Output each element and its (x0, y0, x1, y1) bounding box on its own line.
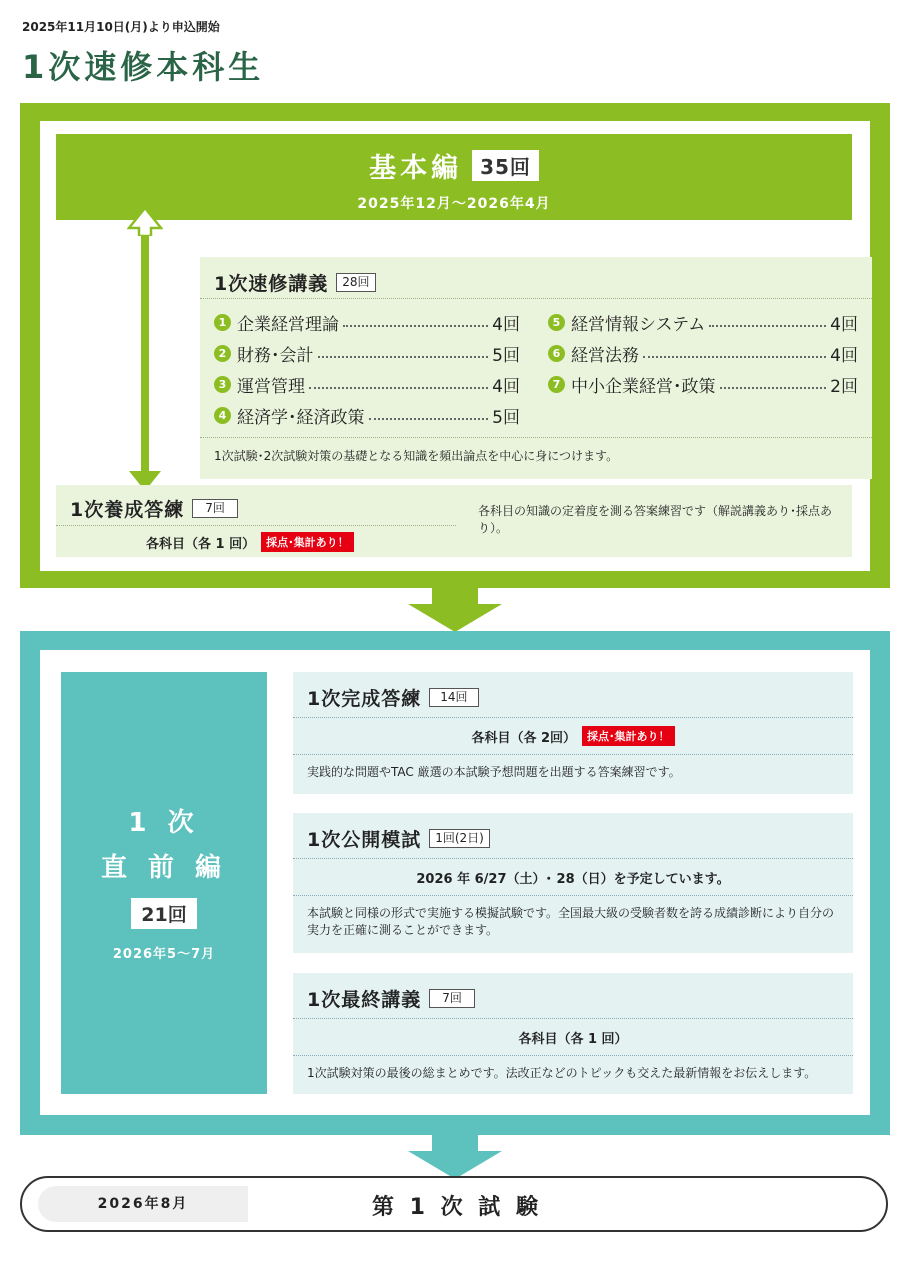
scoring-badge: 採点･集計あり！ (261, 532, 354, 552)
subject-item (548, 371, 858, 397)
down-arrow-icon (408, 1135, 502, 1179)
leader-dots (643, 348, 826, 358)
final-lecture-card (293, 973, 853, 1094)
direct-period: 2026年5～7月 (112, 947, 216, 962)
direct-section (20, 631, 890, 1135)
basic-title-row (56, 134, 852, 185)
drill-count: 7回 (192, 499, 238, 518)
card-header (293, 813, 853, 859)
leader-dots (318, 348, 489, 358)
subject-name: 運営管理 (237, 376, 305, 397)
speed-lecture-box (200, 257, 872, 479)
subject-name: 経営情報システム (571, 314, 706, 335)
card-mid-text: 各科目（各 1 回） (518, 1031, 628, 1047)
card-header (293, 672, 853, 718)
basic-title: 基本編 (369, 153, 463, 184)
exam-date: 2026年8月 (38, 1186, 248, 1222)
subject-item (214, 371, 520, 397)
training-drill-box (56, 485, 852, 557)
basic-section (20, 103, 890, 588)
subject-name: 中小企業経営･政策 (571, 376, 716, 397)
direct-title-2: 直 前 編 (100, 853, 228, 883)
speed-lecture-count: 28回 (336, 273, 375, 292)
mock-exam-card (293, 813, 853, 953)
drill-title: 1次養成答練 (70, 499, 185, 521)
subject-count: 2回 (830, 376, 858, 397)
number-4-icon: 4 (214, 407, 231, 424)
leader-dots (343, 317, 488, 327)
direct-title-1: 1 次 (128, 808, 200, 838)
card-title: 1次完成答練 (307, 688, 422, 710)
timeline-arrow-shaft (141, 235, 149, 473)
leader-dots (369, 410, 489, 420)
scoring-badge: 採点･集計あり！ (582, 726, 675, 746)
divider (56, 525, 456, 526)
subject-count: 4回 (492, 376, 520, 397)
leader-dots (309, 379, 488, 389)
subject-item (214, 309, 520, 335)
basic-count: 35回 (472, 150, 539, 181)
leader-dots (720, 379, 827, 389)
card-mid (293, 859, 853, 896)
card-description: 実践的な問題やTAC 厳選の本試験予想問題を出題する答案練習です。 (307, 765, 681, 779)
direct-inner (40, 650, 870, 1115)
drill-sub-row (146, 532, 354, 552)
subject-name: 経営法務 (571, 345, 639, 366)
drill-description: 各科目の知識の定着度を測る答案練習です（解説講義あり･採点あり）。 (478, 504, 833, 535)
header-date: 2025年11月10日(月)より申込開始 (22, 20, 220, 34)
number-5-icon: 5 (548, 314, 565, 331)
basic-period: 2025年12月～2026年4月 (357, 196, 551, 212)
speed-lecture-header (200, 257, 872, 299)
page-title: 1次速修本科生 (22, 48, 265, 86)
number-2-icon: 2 (214, 345, 231, 362)
subject-list (214, 309, 864, 434)
basic-inner (40, 121, 870, 571)
card-count: 14回 (429, 688, 478, 707)
direct-count: 21回 (131, 898, 196, 929)
subject-count: 5回 (492, 407, 520, 428)
first-exam-bar (20, 1176, 888, 1232)
number-6-icon: 6 (548, 345, 565, 362)
down-arrow-icon (408, 588, 502, 632)
card-mid-text: 各科目（各 2回） (471, 730, 577, 746)
card-mid-text: 2026 年 6/27（土）･ 28（日）を予定しています。 (416, 871, 730, 887)
subject-item (548, 309, 858, 335)
drill-header (70, 495, 238, 522)
card-description: 本試験と同様の形式で実施する模擬試験です。全国最大級の受験者数を誇る成績診断により自分の実力を正確に測ることができます。 (307, 906, 835, 937)
direct-side-panel (61, 672, 267, 1094)
subject-count: 5回 (492, 345, 520, 366)
subject-item (548, 340, 858, 366)
number-3-icon: 3 (214, 376, 231, 393)
subject-name: 経済学･経済政策 (237, 407, 365, 428)
subject-name: 財務･会計 (237, 345, 314, 366)
card-title: 1次公開模試 (307, 829, 422, 851)
speed-lecture-title: 1次速修講義 (214, 273, 329, 295)
complete-drill-card (293, 672, 853, 794)
card-mid (293, 1019, 853, 1056)
number-1-icon: 1 (214, 314, 231, 331)
subject-count: 4回 (830, 314, 858, 335)
leader-dots (709, 317, 826, 327)
subject-count: 4回 (830, 345, 858, 366)
subject-item (214, 340, 520, 366)
speed-lecture-note: 1次試験･2次試験対策の基礎となる知識を頻出論点を中心に身につけます。 (200, 437, 872, 473)
exam-title: 第 1 次 試 験 (372, 1195, 542, 1220)
subject-name: 企業経営理論 (237, 314, 339, 335)
card-header (293, 973, 853, 1019)
card-description: 1次試験対策の最後の総まとめです。法改正などのトピックも交えた最新情報をお伝えします。 (307, 1066, 817, 1080)
arrow-up-icon (127, 206, 163, 236)
card-title: 1次最終講義 (307, 989, 422, 1011)
drill-sub: 各科目（各 1 回） (146, 536, 256, 552)
card-count: 7回 (429, 989, 475, 1008)
card-mid (293, 718, 853, 755)
number-7-icon: 7 (548, 376, 565, 393)
subject-item (214, 402, 520, 428)
card-count: 1回(2日) (429, 829, 490, 848)
subject-count: 4回 (492, 314, 520, 335)
basic-header-band (56, 134, 852, 220)
